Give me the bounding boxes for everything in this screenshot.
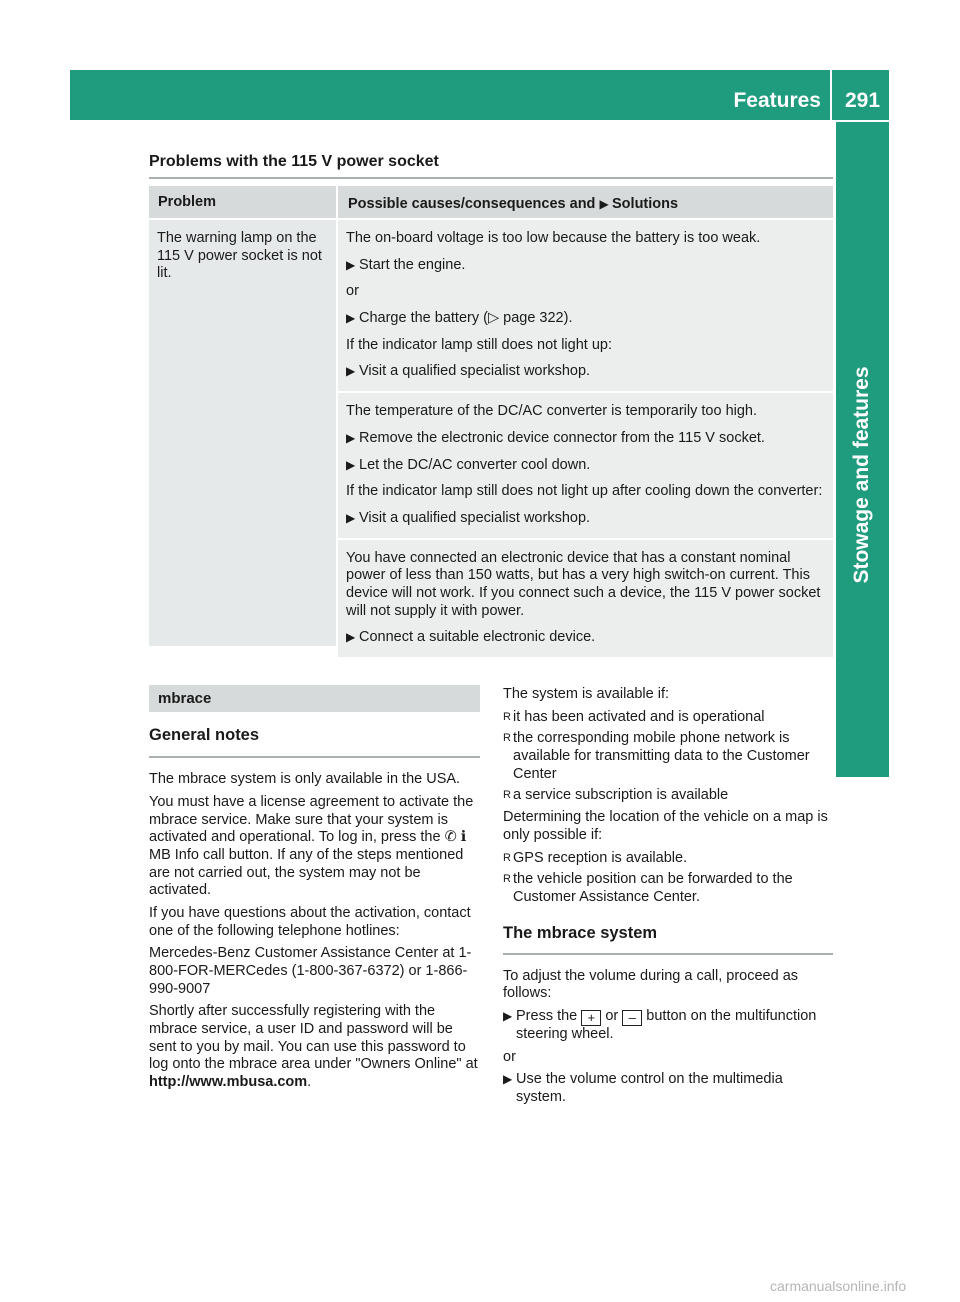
arrow-icon: ▶ (346, 510, 356, 525)
solution-step-text: Start the engine. (359, 256, 466, 273)
cause-block (338, 391, 833, 537)
bullet-icon: R (503, 789, 511, 802)
solution-step-text: Visit a qualified specialist workshop. (359, 363, 591, 380)
arrow-icon: ▶ (346, 630, 356, 645)
solution-step-text: Connect a suitable electronic device. (359, 629, 596, 646)
table-body (149, 220, 833, 657)
mbrace-p2-end: MB Info call button. If any of the steps mentioned are not carried out, the system may not be activated. (149, 846, 464, 899)
side-tab-label: Stowage and features (850, 366, 874, 584)
step-press-text (516, 1008, 833, 1044)
arrow-icon: ▶ (503, 1072, 513, 1087)
solution-step (346, 510, 825, 528)
step-volume-text: Use the volume control on the multimedia system. (516, 1071, 783, 1106)
phone-info-icon: ✆ ℹ (444, 829, 467, 846)
press-or: or (605, 1008, 619, 1025)
map-intro: Determining the location of the vehicle on a map is only possible if: (503, 809, 828, 843)
header-divider (830, 70, 832, 120)
solutions-cell (336, 220, 833, 657)
solution-step-text: Let the DC/AC converter cool down. (359, 456, 591, 473)
general-notes-heading: General notes (149, 726, 260, 744)
mbrace-p2-text: You must have a license agreement to activate the mbrace service. Make sure that your system is activated and operational. To log in, press the (149, 793, 474, 846)
map-item (503, 871, 833, 906)
available-item (503, 709, 833, 727)
section-title: Problems with the 115 V power socket (149, 153, 439, 170)
minus-key-icon: – (622, 1010, 642, 1026)
mbrace-p1: The mbrace system is only available in the USA. (149, 771, 461, 788)
mbrace-p4: Mercedes-Benz Customer Assistance Center at 1-800-FOR-MERCedes (1-800-367-6372) or 1-866-990-9007 (149, 945, 472, 997)
arrow-icon: ▶ (346, 257, 356, 272)
page-number: 291 (845, 89, 881, 112)
header-solutions-pre: Possible causes/consequences and (348, 196, 596, 212)
cause-text: If the indicator lamp still does not light up: (346, 336, 612, 353)
solution-step (346, 430, 825, 448)
solution-step (346, 457, 825, 475)
mbrace-p3: If you have questions about the activation, contact one of the following telephone hotlines: (149, 904, 471, 939)
mbrace-p2 (149, 794, 480, 900)
available-item (503, 730, 833, 783)
left-column (149, 725, 480, 1097)
mbrace-link[interactable]: http://www.mbusa.com (149, 1074, 308, 1091)
cause-text: The on-board voltage is too low because the battery is too weak. (346, 230, 761, 246)
arrow-icon: ▶ (346, 311, 356, 326)
available-item-text: the corresponding mobile phone network is available for transmitting data to the Customer Center (513, 730, 810, 782)
arrow-icon: ▶ (346, 364, 356, 379)
mbrace-system-heading: The mbrace system (503, 923, 658, 942)
arrow-icon: ▶ (346, 457, 356, 472)
solution-step-text: Visit a qualified specialist workshop. (359, 509, 591, 526)
arrow-icon: ▶ (599, 197, 613, 211)
header-solutions (336, 186, 833, 218)
map-list (503, 850, 833, 907)
cause-text: You have connected an electronic device that has a constant nominal power of less than 150 watts, but has a very high switch-on current. This device will not work. If you connect such a device, the 115 V power socket will not supply it with power. (346, 549, 821, 619)
available-item-text: a service subscription is available (513, 787, 729, 804)
arrow-icon: ▶ (346, 430, 356, 445)
solution-step (346, 363, 825, 381)
mbrace-bar (149, 685, 480, 712)
solution-step-text: Charge the battery (▷ page 322). (359, 310, 573, 327)
bullet-icon: R (503, 851, 511, 864)
available-item (503, 787, 833, 805)
mbrace-p5-text: Shortly after successfully registering with the mbrace service, a user ID and password will be sent to you by mail. You can use this password to log onto the mbrace area under "Owners Online" at (149, 1003, 478, 1073)
solution-step (346, 257, 825, 275)
available-item-text: it has been activated and is operational (513, 708, 765, 725)
system-heading-rule (503, 953, 833, 955)
cause-block (338, 220, 833, 391)
cause-text: or (346, 283, 359, 300)
mbrace-p5 (149, 1003, 480, 1091)
heading-rule (149, 756, 480, 758)
bullet-icon: R (503, 732, 511, 745)
problems-table (149, 186, 833, 657)
right-column (503, 686, 833, 1107)
available-intro: The system is available if: (503, 686, 670, 702)
cause-block (338, 538, 833, 657)
available-list (503, 709, 833, 805)
table-header (149, 186, 833, 218)
press-post: button on the multifunction steering wheel. (516, 1008, 817, 1043)
header-solutions-post: Solutions (612, 196, 679, 212)
problem-cell: The warning lamp on the 115 V power socket is not lit. (149, 220, 336, 646)
map-item-text: GPS reception is available. (513, 849, 688, 866)
mbrace-p5-end: . (307, 1074, 312, 1091)
mbrace-bar-title: mbrace (158, 690, 212, 707)
cause-text: If the indicator lamp still does not light up after cooling down the converter: (346, 483, 823, 500)
solution-step (346, 629, 825, 647)
step-volume (503, 1071, 833, 1106)
header-problem: Problem (158, 194, 217, 210)
step-press-buttons (503, 1008, 833, 1044)
bullet-icon: R (503, 710, 511, 723)
section-rule (149, 177, 833, 179)
arrow-icon: ▶ (503, 1009, 513, 1024)
or-text: or (503, 1048, 516, 1065)
bullet-icon: R (503, 873, 511, 886)
cause-text: The temperature of the DC/AC converter is temporarily too high. (346, 403, 758, 420)
solution-step-text: Remove the electronic device connector from the 115 V socket. (359, 429, 765, 446)
header-bar (70, 70, 889, 120)
watermark: carmanualsonline.info (770, 1278, 907, 1294)
side-tab-marker (836, 592, 889, 640)
map-item-text: the vehicle position can be forwarded to the Customer Assistance Center. (513, 871, 793, 905)
press-pre: Press the (516, 1008, 578, 1025)
solution-step (346, 310, 825, 328)
map-item (503, 850, 833, 868)
system-intro: To adjust the volume during a call, proceed as follows: (503, 967, 799, 1002)
plus-key-icon: + (581, 1010, 601, 1026)
header-title: Features (733, 89, 821, 112)
